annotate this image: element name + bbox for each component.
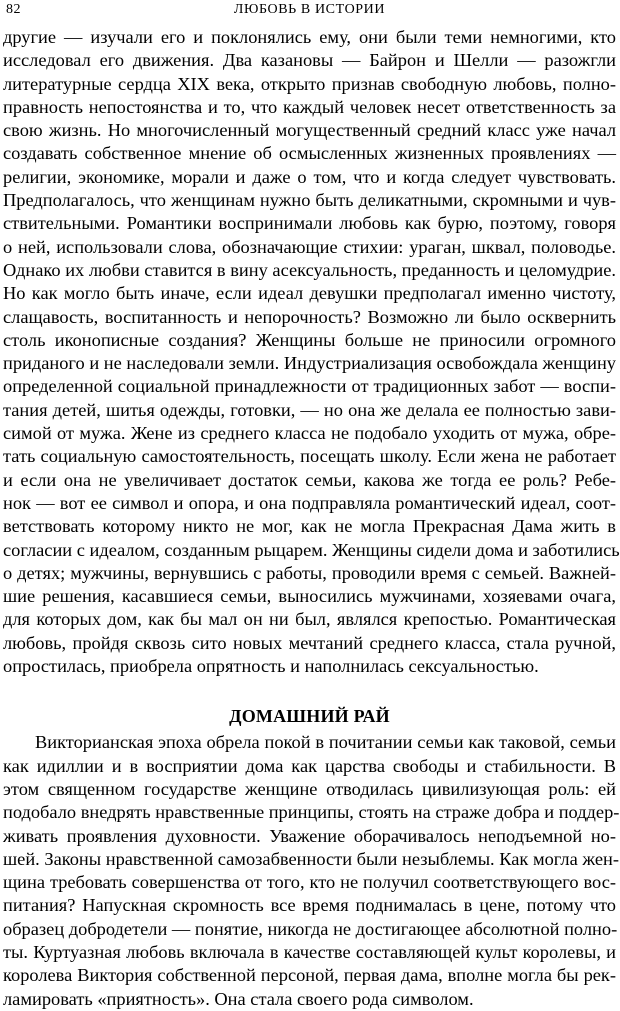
running-header [3, 0, 616, 26]
running-title: ЛЮБОВЬ В ИСТОРИИ [233, 2, 386, 17]
section-heading: ДОМАШНИЙ РАЙ [229, 706, 390, 727]
paragraph-2 [3, 731, 620, 1011]
text-line: питания? Напускная скромность все время поднималась в цене, потому что [3, 895, 616, 916]
text-line: тания детей, шитья одежды, готовки, — но она же делала ее полностью зави- [3, 399, 616, 420]
text-line: ламировать «приятность». Она стала своего рода символом. [3, 988, 474, 1009]
text-line: этом священном государстве женщине отводилась цивилизующая роль: ей [3, 778, 616, 799]
text-line: Однако их любви ставится в вину асексуальность, преданность и целомудрие. [3, 259, 616, 280]
text-line: согласии с идеалом, созданным рыцарем. Женщины сидели дома и заботились [3, 539, 620, 560]
text-line: шие решения, касавшиеся семьи, выносились мужчинами, хозяевами очага, [3, 586, 616, 607]
text-line: литературные сердца XIX века, открыто признав свободную любовь, полно- [3, 73, 616, 94]
text-line: как идиллии и в восприятии дома как царства свободы и стабильности. В [3, 755, 616, 776]
text-line: правность непостоянства и то, что каждый человек несет ответственность за [3, 96, 616, 117]
text-line: приданого и не наследовали земли. Индустриализация освобождала женщину [3, 353, 616, 374]
text-line: свою жизнь. Но многочисленный могущественный средний класс уже начал [3, 120, 616, 141]
page-number: 82 [6, 2, 21, 17]
text-line: и если она не увеличивает достаток семьи, какова же тогда ее роль? Ребе- [3, 469, 616, 490]
text-line: другие — изучали его и поклонялись ему, они были теми немногими, кто [3, 27, 616, 47]
text-line: Но как могло быть иначе, если идеал девушки предполагал именно чистоту, [3, 283, 616, 304]
text-line: религии, экономике, морали и даже о том, что и когда следует чувствовать. [3, 166, 616, 187]
text-line: ты. Куртуазная любовь включала в качестве составляющей культ королевы, и [3, 941, 616, 962]
text-line: ветствовать которому никто не мог, как не могла Прекрасная Дама жить в [3, 516, 616, 537]
text-line: опростилась, приобрела опрятность и наполнилась сексуальностью. [3, 656, 539, 677]
text-line: щина требовать совершенства от того, кто не получил соответствующего вос- [3, 872, 616, 893]
paragraph-1 [3, 26, 620, 678]
text-line: определенной социальной принадлежности от традиционных забот — воспи- [3, 376, 616, 397]
text-line: слащавость, воспитанность и непорочность? Возможно ли было осквернить [3, 306, 616, 327]
text-line: о ней, использовали слова, обозначающие стихии: ураган, шквал, половодье. [3, 236, 616, 257]
text-line: симой от мужа. Жене из среднего класса не подобало уходить от мужа, обре- [3, 423, 616, 444]
text-line: исследовал его движения. Два казановы — Байрон и Шелли — разожгли [3, 50, 616, 71]
text-line: королева Виктория собственной персоной, первая дама, вполне могла бы рек- [3, 965, 616, 986]
text-line: живать проявления духовности. Уважение оборачивалось неподъемной но- [3, 825, 616, 846]
text-line: о детях; мужчины, вернувшись с работы, проводили время с семьей. Важней- [3, 562, 616, 583]
text-line: для которых дом, как бы мал он ни был, являлся крепостью. Романтическая [3, 609, 616, 630]
text-line: подобало внедрять нравственные принципы, стоять на страже добра и поддер- [3, 802, 620, 823]
body-text [3, 26, 620, 1011]
text-line: создавать собственное мнение об осмысленных жизненных проявлениях — [3, 143, 616, 164]
text-line: тать социальную самостоятельность, посещать школу. Если жена не работает [3, 446, 616, 467]
text-line: Предполагалось, что женщинам нужно быть деликатными, скромными и чув- [3, 190, 616, 211]
text-line: Викторианская эпоха обрела покой в почитании семьи как таковой, семьи [35, 732, 616, 753]
text-line: образец добродетели — понятие, никогда не достигающее абсолютной полно- [3, 918, 618, 939]
text-line: нок — вот ее символ и опора, и она подправляла романтический идеал, соот- [3, 492, 616, 513]
text-line: столь иконописные создания? Женщины больше не приносили огромного [3, 329, 616, 350]
text-line: шей. Законы нравственной самозабвенности были незыблемы. Как могла жен- [3, 848, 619, 869]
text-line: ствительными. Романтики воспринимали любовь как бурю, поэтому, говоря [3, 213, 616, 234]
text-line: любовь, пройдя сквозь сито новых мечтаний среднего класса, стала ручной, [3, 632, 616, 653]
